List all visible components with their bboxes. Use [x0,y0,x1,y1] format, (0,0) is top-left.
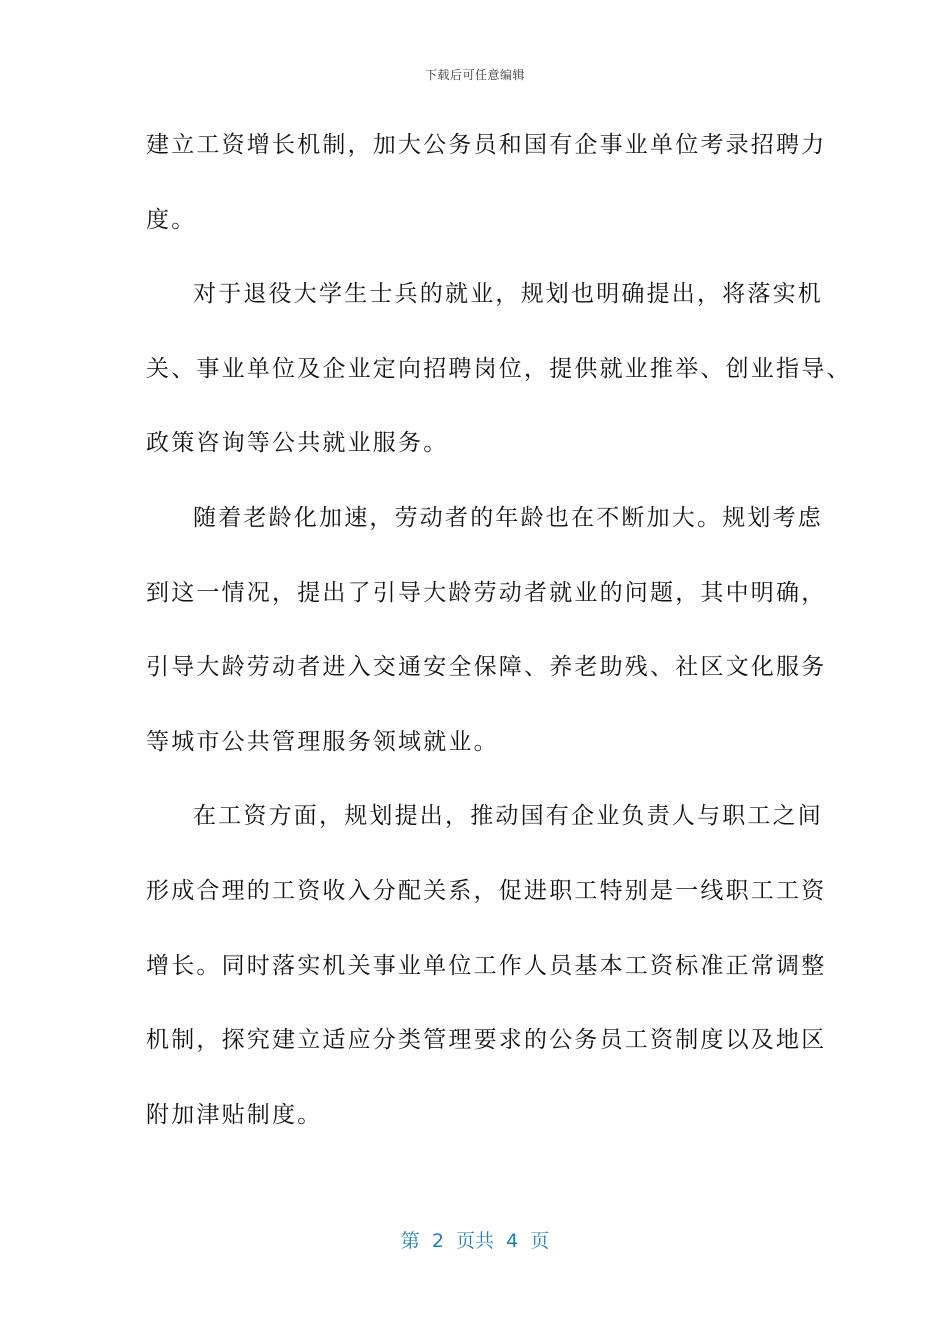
text-line-9: 等城市公共管理服务领域就业。 [146,728,499,755]
text-line-11: 形成合理的工资收入分配关系，促进职工特别是一线职工工资 [146,877,827,904]
text-line-1: 建立工资增长机制，加大公务员和国有企事业单位考录招聘力 [146,132,827,158]
text-line-10: 在工资方面，规划提出，推动国有企业负责人与职工之间 [193,803,823,830]
page-footer: 第 2 页共 4 页 [400,1230,550,1252]
text-line-5: 政策咨询等公共就业服务。 [146,430,449,457]
text-line-14: 附加津贴制度。 [146,1101,323,1128]
text-line-4: 关、事业单位及企业定向招聘岗位，提供就业推举、创业指导、 [146,355,852,382]
text-line-8: 引导大龄劳动者进入交通安全保障、养老助残、社区文化服务 [146,654,827,681]
text-line-12: 增长。同时落实机关事业单位工作人员基本工资标准正常调整 [146,952,827,979]
text-line-2: 度。 [146,206,197,233]
text-line-7: 到这一情况，提出了引导大龄劳动者就业的问题，其中明确， [146,579,827,606]
text-line-13: 机制，探究建立适应分类管理要求的公务员工资制度以及地区 [146,1027,827,1054]
text-line-6: 随着老龄化加速，劳动者的年龄也在不断加大。规划考虑 [193,504,823,531]
document-body [146,122,852,1166]
text-line-3: 对于退役大学生士兵的就业，规划也明确提出，将落实机 [193,281,823,308]
page-header: 下载后可任意编辑 [424,68,525,82]
